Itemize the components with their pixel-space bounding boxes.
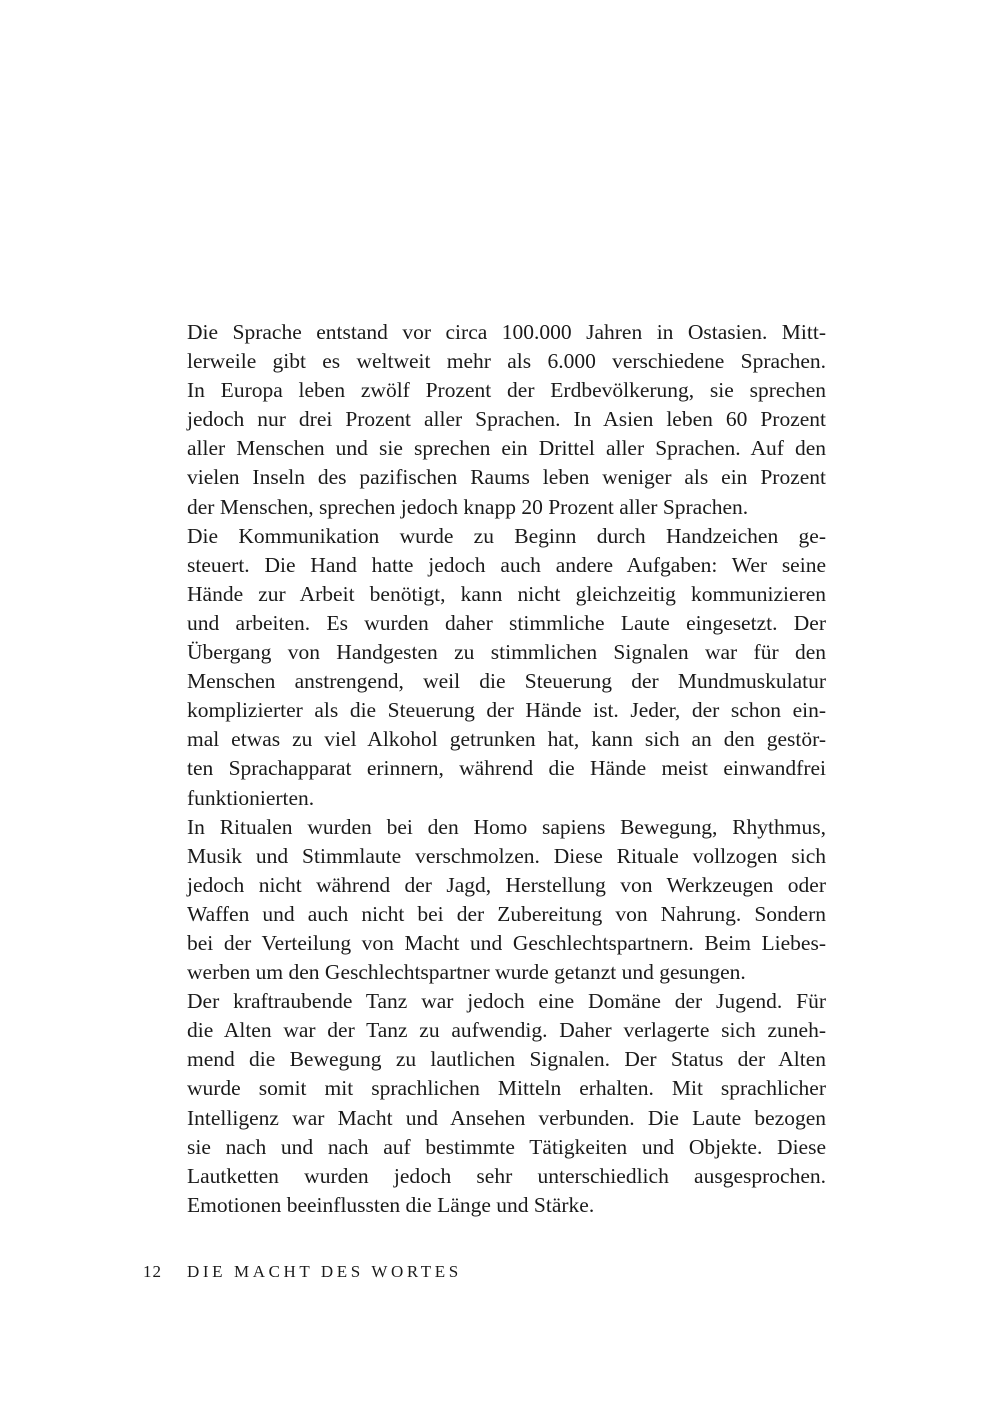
text-line: werben um den Geschlechtspartner wurde getanzt und gesungen. [187,960,746,985]
text-line: und arbeiten. Es wurden daher stimmliche Laute eingesetzt. Der [187,610,826,635]
text-line: mend die Bewegung zu lautlichen Signalen. Der Status der Alten [187,1047,826,1072]
text-line: bei der Verteilung von Macht und Geschlechtspartnern. Beim Liebes- [187,930,826,955]
text-line: ten Sprachapparat erinnern, während die Hände meist einwandfrei [187,756,826,781]
text-line: jedoch nicht während der Jagd, Herstellung von Werkzeugen oder [187,872,826,897]
text-line: Hände zur Arbeit benötigt, kann nicht gleichzeitig kommunizieren [187,581,826,606]
text-line: Übergang von Handgesten zu stimmlichen Signalen war für den [187,640,826,665]
body-text [187,318,826,1220]
text-line: steuert. Die Hand hatte jedoch auch andere Aufgaben: Wer seine [187,552,826,577]
paragraph-3 [187,813,826,988]
page-number: 12 [143,1262,162,1281]
page-footer [0,1262,1000,1286]
paragraph-2 [187,522,826,813]
paragraph-1 [187,318,826,522]
text-line: Der kraftraubende Tanz war jedoch eine Domäne der Jugend. Für [187,989,826,1014]
text-line: komplizierter als die Steuerung der Hände ist. Jeder, der schon ein- [187,698,826,723]
text-line: jedoch nur drei Prozent aller Sprachen. In Asien leben 60 Prozent [187,407,826,432]
text-line: Lautketten wurden jedoch sehr unterschiedlich ausgesprochen. [187,1163,826,1188]
text-line: funktionierten. [187,785,315,810]
text-line: der Menschen, sprechen jedoch knapp 20 Prozent aller Sprachen. [187,494,749,519]
text-line: sie nach und nach auf bestimmte Tätigkeiten und Objekte. Diese [187,1134,826,1159]
text-line: Intelligenz war Macht und Ansehen verbunden. Die Laute bezogen [187,1105,826,1130]
text-line: Musik und Stimmlaute verschmolzen. Diese Rituale vollzogen sich [187,843,826,868]
text-line: Die Sprache entstand vor circa 100.000 Jahren in Ostasien. Mitt- [187,320,826,344]
text-line: Emotionen beeinflussten die Länge und Stärke. [187,1192,595,1217]
text-line: die Alten war der Tanz zu aufwendig. Daher verlagerte sich zuneh- [187,1018,826,1043]
text-line: lerweile gibt es weltweit mehr als 6.000 verschiedene Sprachen. [187,349,826,374]
text-line: Menschen anstrengend, weil die Steuerung der Mundmuskulatur [187,669,826,694]
text-line: Waffen und auch nicht bei der Zubereitung von Nahrung. Sondern [187,901,826,926]
text-line: Die Kommunikation wurde zu Beginn durch Handzeichen ge- [187,523,826,548]
text-line: vielen Inseln des pazifischen Raums leben weniger als ein Prozent [187,465,826,490]
running-title: DIE MACHT DES WORTES [187,1262,462,1281]
text-line: mal etwas zu viel Alkohol getrunken hat, kann sich an den gestör- [187,727,826,752]
text-line: In Europa leben zwölf Prozent der Erdbevölkerung, sie sprechen [187,378,826,403]
text-line: In Ritualen wurden bei den Homo sapiens Bewegung, Rhythmus, [187,814,826,839]
paragraph-4 [187,987,826,1220]
text-line: aller Menschen und sie sprechen ein Drittel aller Sprachen. Auf den [187,436,826,461]
text-line: wurde somit mit sprachlichen Mitteln erhalten. Mit sprachlicher [187,1076,826,1101]
